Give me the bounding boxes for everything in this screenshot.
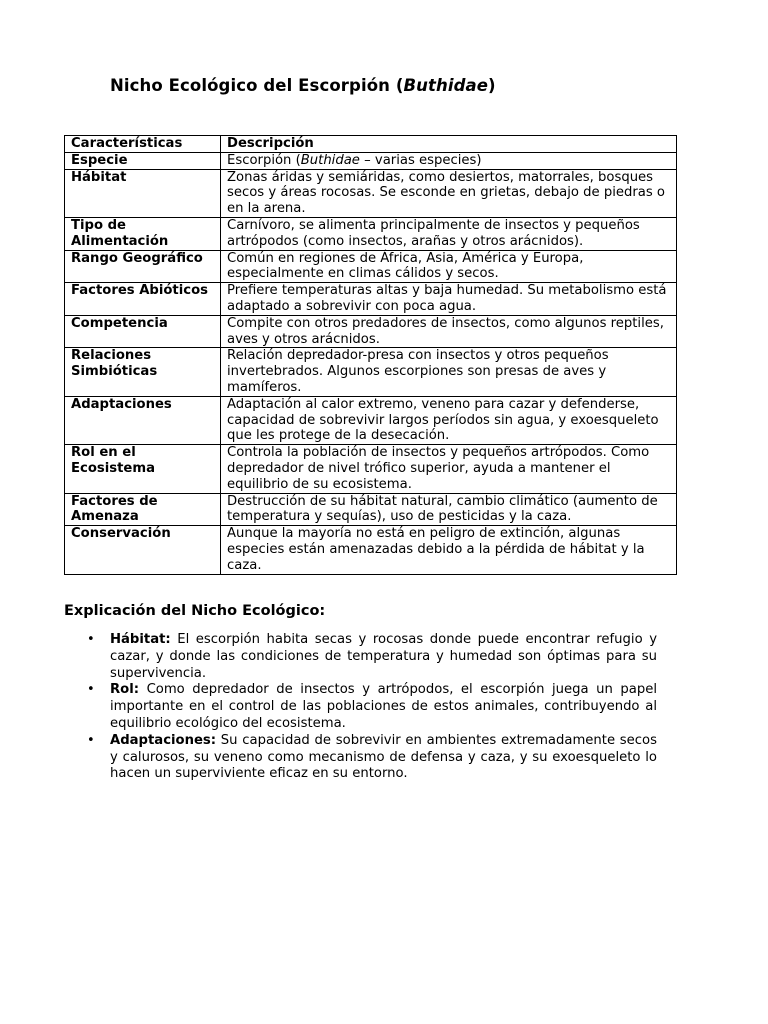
list-item-text: Como depredador de insectos y artrópodos, el escorpión juega un papel importante en el control de las poblaciones de estos animales, contribuyendo al equilibrio ecológico del ecosistema. [110, 682, 657, 731]
description-text: – varias especies) [359, 152, 482, 168]
table-row [65, 250, 677, 283]
table-row [65, 217, 677, 250]
row-key: Factores Abióticos [65, 283, 221, 316]
row-description: Destrucción de su hábitat natural, cambio climático (aumento de temperatura y sequías), uso de pesticidas y la caza. [221, 493, 677, 526]
row-key: Conservación [65, 526, 221, 574]
table-row [65, 526, 677, 574]
table-row [65, 348, 677, 396]
document-title [110, 76, 496, 95]
table-row [65, 169, 677, 217]
table-row [65, 283, 677, 316]
row-description: Zonas áridas y semiáridas, como desiertos, matorrales, bosques secos y áreas rocosas. Se esconde en grietas, debajo de piedras o en la arena. [221, 169, 677, 217]
row-description: Compite con otros predadores de insectos, como algunos reptiles, aves y otros arácnidos. [221, 315, 677, 348]
explanation-list [87, 632, 657, 783]
table-row [65, 493, 677, 526]
list-item-term: Hábitat: [110, 632, 171, 647]
bullet-icon: • [87, 632, 95, 647]
description-italic: Buthidae [300, 152, 360, 168]
header-description: Descripción [221, 136, 677, 153]
row-description: Adaptación al calor extremo, veneno para cazar y defenderse, capacidad de sobrevivir largos períodos sin agua, y exoesqueleto que les protege de la desecación. [221, 396, 677, 444]
list-item [87, 682, 657, 732]
row-description: Aunque la mayoría no está en peligro de extinción, algunas especies están amenazadas debido a la pérdida de hábitat y la caza. [221, 526, 677, 574]
row-key: Especie [65, 152, 221, 169]
table-header-row [65, 136, 677, 153]
list-item-term: Adaptaciones: [110, 732, 217, 748]
row-description: Controla la población de insectos y pequeños artrópodos. Como depredador de nivel trófico superior, ayuda a mantener el equilibrio de su ecosistema. [221, 445, 677, 493]
row-key: Rol en el Ecosistema [65, 445, 221, 493]
row-key: Factores de Amenaza [65, 493, 221, 526]
table-row [65, 445, 677, 493]
table-row [65, 315, 677, 348]
title-italic-species: Buthidae [403, 76, 489, 95]
header-characteristics: Características [65, 136, 221, 153]
row-key: Adaptaciones [65, 396, 221, 444]
bullet-icon: • [87, 682, 95, 698]
table-row [65, 396, 677, 444]
bullet-icon: • [87, 732, 95, 748]
table-row [65, 152, 677, 169]
row-description: Relación depredador-presa con insectos y otros pequeños invertebrados. Algunos escorpiones son presas de aves y mamíferos. [221, 348, 677, 396]
title-suffix: ) [488, 76, 496, 95]
row-description: Común en regiones de África, Asia, América y Europa, especialmente en climas cálidos y secos. [221, 250, 677, 283]
title-text: Nicho Ecológico del Escorpión ( [110, 76, 404, 95]
explanation-heading: Explicación del Nicho Ecológico: [64, 603, 326, 619]
list-item [87, 732, 657, 783]
row-description [221, 152, 677, 169]
list-item-text: Su capacidad de sobrevivir en ambientes extremadamente secos y calurosos, su veneno como mecanismo de defensa y caza, y su exoesqueleto lo hacen un superviviente eficaz en su entorno. [110, 732, 657, 782]
row-key: Hábitat [65, 169, 221, 217]
row-key: Competencia [65, 315, 221, 348]
row-description: Carnívoro, se alimenta principalmente de insectos y pequeños artrópodos (como insectos, arañas y otros arácnidos). [221, 217, 677, 250]
list-item [87, 632, 657, 682]
description-text: Escorpión ( [227, 152, 301, 168]
row-key: Rango Geográfico [65, 250, 221, 283]
niche-table [64, 135, 677, 575]
row-description: Prefiere temperaturas altas y baja humedad. Su metabolismo está adaptado a sobrevivir con poca agua. [221, 283, 677, 316]
row-key: Tipo de Alimentación [65, 217, 221, 250]
list-item-term: Rol: [110, 682, 140, 698]
row-key: Relaciones Simbióticas [65, 348, 221, 396]
list-item-text: El escorpión habita secas y rocosas donde puede encontrar refugio y cazar, y donde las condiciones de temperatura y humedad son óptimas para su supervivencia. [110, 632, 657, 681]
